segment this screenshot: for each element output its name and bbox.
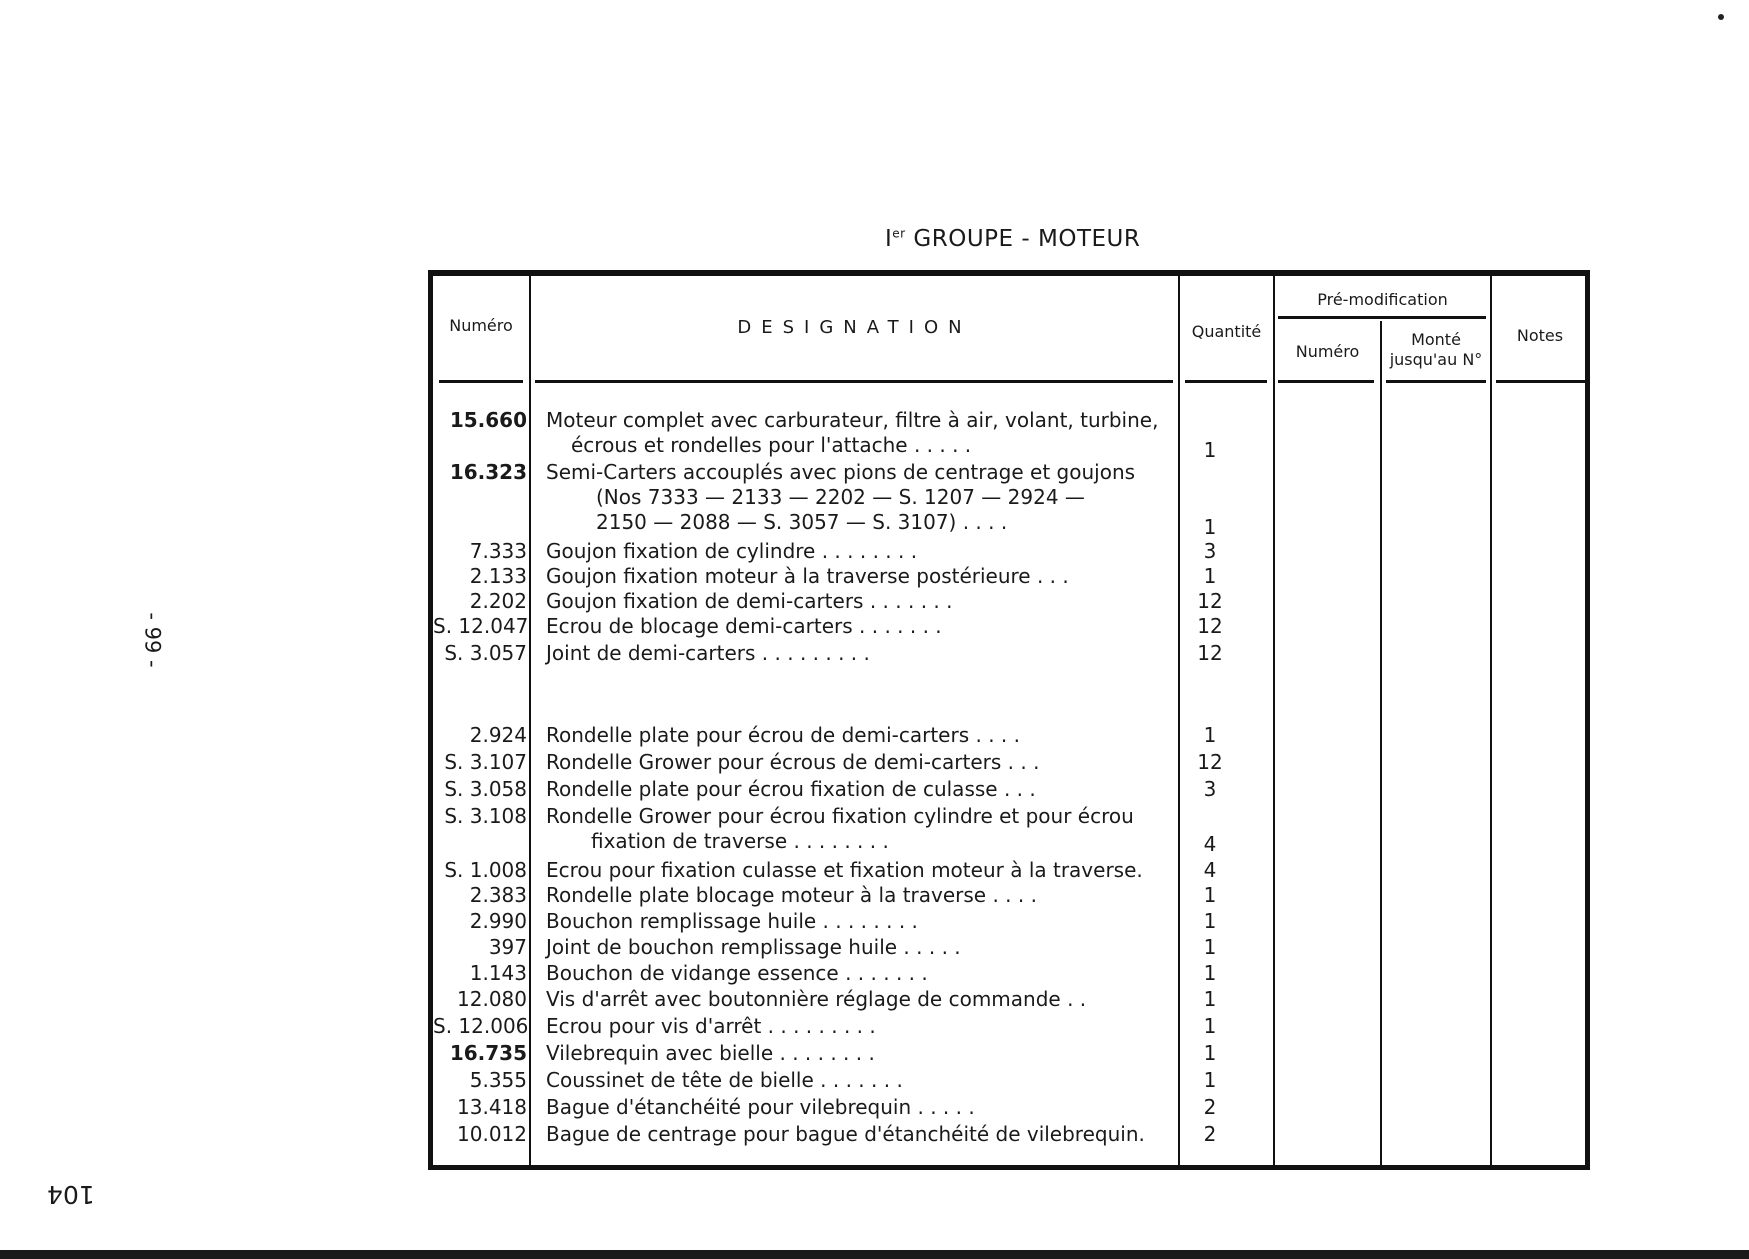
part-quantity: 1 <box>1203 1041 1217 1065</box>
part-designation: Moteur complet avec carburateur, filtre à air, volant, turbine, écrous et rondelles pour l'attache . . . . . <box>546 408 1159 457</box>
header-quantite: Quantité <box>1191 322 1262 341</box>
part-quantity: 2 <box>1203 1122 1217 1146</box>
part-quantity: 1 <box>1203 438 1217 462</box>
part-number: 16.323 <box>449 460 527 484</box>
part-number: 5.355 <box>469 1068 527 1092</box>
part-number: S. 3.107 <box>444 750 527 774</box>
part-designation: Rondelle plate pour écrou de demi-carters . . . . <box>546 723 1020 747</box>
column-rule <box>1178 276 1180 1165</box>
part-quantity: 4 <box>1203 858 1217 882</box>
part-number: 16.735 <box>449 1041 527 1065</box>
part-number: 10.012 <box>457 1122 527 1146</box>
header-designation: DESIGNATION <box>737 317 972 338</box>
part-quantity: 12 <box>1197 589 1223 613</box>
part-designation: Goujon fixation moteur à la traverse postérieure . . . <box>546 564 1069 588</box>
part-quantity: 4 <box>1203 832 1217 856</box>
header-rule <box>439 380 523 383</box>
parts-table <box>428 270 1590 1170</box>
part-number: 13.418 <box>457 1095 527 1119</box>
header-rule <box>1278 316 1486 319</box>
part-designation: Bague d'étanchéité pour vilebrequin . . . . . <box>546 1095 975 1119</box>
header-notes: Notes <box>1516 326 1564 345</box>
part-designation: Joint de bouchon remplissage huile . . . . . <box>546 935 961 959</box>
column-rule <box>1273 276 1275 1165</box>
part-designation: Ecrou pour fixation culasse et fixation moteur à la traverse. <box>546 858 1143 882</box>
part-designation: Goujon fixation de cylindre . . . . . . . . <box>546 539 918 563</box>
side-page-number: - 99 - <box>140 612 165 668</box>
part-quantity: 12 <box>1197 641 1223 665</box>
header-rule <box>1386 380 1486 383</box>
part-number: 2.924 <box>469 723 527 747</box>
header-rule <box>1185 380 1267 383</box>
column-rule <box>529 276 531 1165</box>
part-designation: Vis d'arrêt avec boutonnière réglage de commande . . <box>546 987 1087 1011</box>
part-number: 7.333 <box>469 539 527 563</box>
column-rule <box>1490 276 1492 1165</box>
part-designation: Coussinet de tête de bielle . . . . . . . <box>546 1068 903 1092</box>
header-rule <box>1496 380 1586 383</box>
part-quantity: 12 <box>1197 750 1223 774</box>
scan-speck <box>1718 14 1724 20</box>
part-quantity: 1 <box>1203 909 1217 933</box>
page-number: 104 <box>47 1180 95 1209</box>
part-quantity: 1 <box>1203 723 1217 747</box>
part-designation: Semi-Carters accouplés avec pions de centrage et goujons (Nos 7333 — 2133 — 2202 — S. 1207 — 2924 — 2150 — 2088 — S. 3057 — S. 3107) . . . . <box>546 460 1136 534</box>
header-rule <box>1278 380 1374 383</box>
part-number: 2.133 <box>469 564 527 588</box>
part-quantity: 1 <box>1203 987 1217 1011</box>
column-rule <box>1380 321 1382 1165</box>
part-quantity: 1 <box>1203 1068 1217 1092</box>
part-number: 1.143 <box>469 961 527 985</box>
part-number: 15.660 <box>449 408 527 432</box>
part-number: S. 12.006 <box>433 1014 529 1038</box>
part-number: S. 3.058 <box>444 777 527 801</box>
header-rule <box>535 380 1173 383</box>
part-quantity: 12 <box>1197 614 1223 638</box>
part-designation: Rondelle Grower pour écrous de demi-carters . . . <box>546 750 1040 774</box>
part-designation: Bouchon de vidange essence . . . . . . . <box>546 961 928 985</box>
part-designation: Rondelle plate blocage moteur à la traverse . . . . <box>546 883 1037 907</box>
part-quantity: 1 <box>1203 564 1217 588</box>
part-quantity: 1 <box>1203 935 1217 959</box>
part-designation: Goujon fixation de demi-carters . . . . . . . <box>546 589 953 613</box>
part-designation: Bague de centrage pour bague d'étanchéité de vilebrequin. <box>546 1122 1145 1146</box>
part-quantity: 1 <box>1203 961 1217 985</box>
part-number: S. 3.057 <box>444 641 527 665</box>
part-number: 2.383 <box>469 883 527 907</box>
header-pre-modification: Pré-modification <box>1317 290 1448 309</box>
part-quantity: 2 <box>1203 1095 1217 1119</box>
part-quantity: 1 <box>1203 883 1217 907</box>
part-quantity: 1 <box>1203 1014 1217 1038</box>
part-number: 12.080 <box>457 987 527 1011</box>
part-number: S. 12.047 <box>433 614 529 638</box>
part-designation: Ecrou de blocage demi-carters . . . . . . . <box>546 614 942 638</box>
header-numero: Numéro <box>449 316 513 335</box>
part-designation: Bouchon remplissage huile . . . . . . . . <box>546 909 918 933</box>
part-designation: Rondelle Grower pour écrou fixation cylindre et pour écrou fixation de traverse . . . . . . . . <box>546 804 1134 853</box>
part-quantity: 3 <box>1203 777 1217 801</box>
part-number: 2.202 <box>469 589 527 613</box>
part-number: S. 1.008 <box>444 858 527 882</box>
part-designation: Ecrou pour vis d'arrêt . . . . . . . . . <box>546 1014 876 1038</box>
page-title: Ier GROUPE - MOTEUR <box>885 226 1141 252</box>
header-monte: Monté jusqu'au N° <box>1389 330 1483 369</box>
header-pre-numero: Numéro <box>1295 342 1360 361</box>
part-designation: Vilebrequin avec bielle . . . . . . . . <box>546 1041 875 1065</box>
part-number: 2.990 <box>469 909 527 933</box>
part-quantity: 3 <box>1203 539 1217 563</box>
part-number: 397 <box>488 935 527 959</box>
part-designation: Joint de demi-carters . . . . . . . . . <box>546 641 870 665</box>
part-designation: Rondelle plate pour écrou fixation de culasse . . . <box>546 777 1036 801</box>
part-quantity: 1 <box>1203 515 1217 539</box>
part-number: S. 3.108 <box>444 804 527 828</box>
scan-bottom-edge <box>0 1250 1749 1259</box>
